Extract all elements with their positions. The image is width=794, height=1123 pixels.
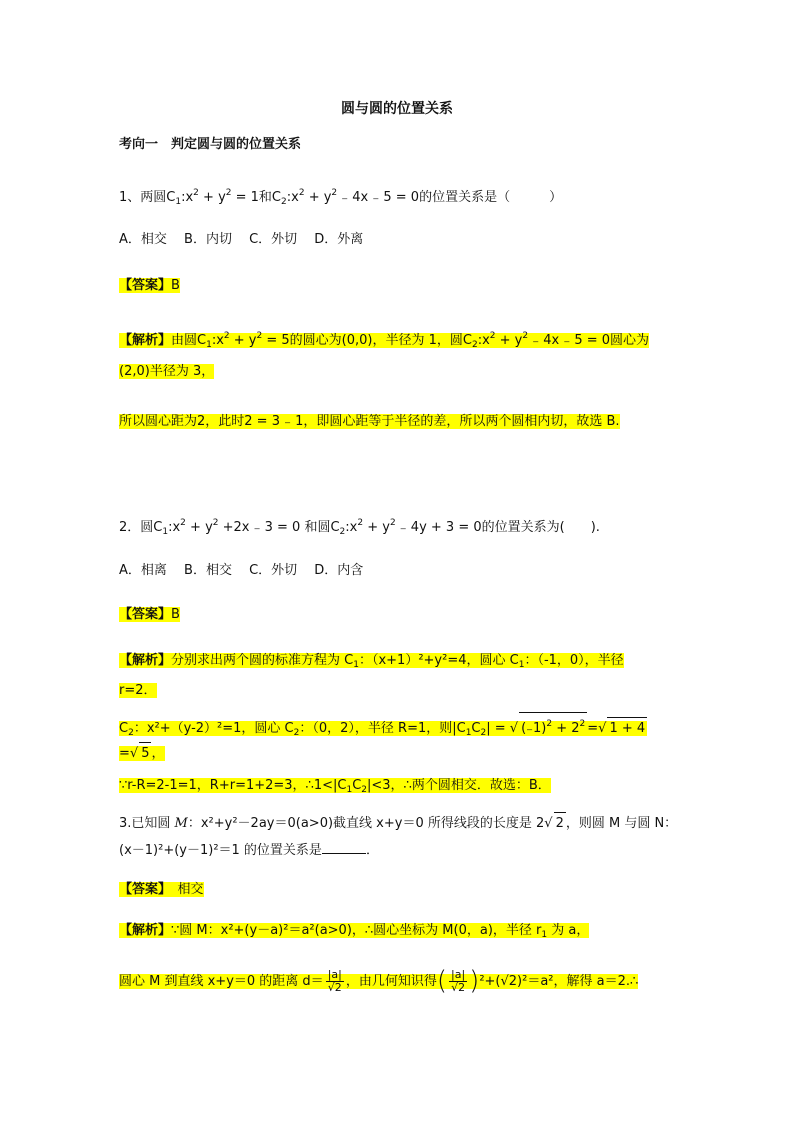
q3-analysis-line-2: [119, 968, 638, 994]
text: 由圆C: [171, 333, 207, 348]
question-1: [119, 182, 562, 213]
q1-answer: [119, 275, 180, 297]
sup: 2: [180, 518, 186, 528]
text: M: [174, 816, 188, 831]
question-2: [119, 512, 600, 543]
text: ：（x+1）²+y²=4，圆心 C: [358, 653, 519, 668]
text: ，: [151, 746, 165, 761]
text: 2: [554, 812, 566, 835]
text: ：（0，2），半径 R=1，则|C: [299, 721, 466, 736]
page-title: 圆与圆的位置关系: [341, 101, 453, 117]
sup: 2: [357, 518, 364, 528]
text: :x: [211, 333, 224, 348]
answer-label: 【答案】: [119, 882, 165, 897]
q1-options: A．相交 B．内切 C．外切 D．外离: [119, 232, 364, 247]
q1-text: + y: [198, 190, 226, 205]
text: 所以圆心距为2，此时2 = 3 ₋ 1，即圆心距等于半径的差，所以两个圆相内切，故选 B.: [119, 414, 620, 429]
sup: 2: [256, 331, 263, 341]
text: 3.已知圆: [119, 816, 175, 831]
answer-label: 【答案】: [119, 607, 172, 622]
text: |<3，∴两个圆相交．故选：B．: [367, 778, 551, 793]
text: ∵r-R=2-1=1，R+r=1+2=3，∴1<|C: [119, 778, 347, 793]
left-paren: (: [436, 966, 448, 996]
text: ∵圆 M：x²+(y－a)²＝a²(a>0)，∴圆心坐标为 M(0，a)，半径 r: [171, 923, 542, 938]
right-paren: ): [469, 966, 480, 996]
q3-answer: [119, 879, 204, 901]
answer-value: B: [171, 607, 180, 622]
sub: 1: [541, 930, 548, 940]
text: + y: [185, 520, 213, 535]
sub: 1: [162, 527, 169, 537]
section-heading: 考向一 判定圆与圆的位置关系: [119, 137, 302, 152]
question-3-line-1: 3.已知圆 M：x²+y²－2ay＝0(a>0)截直线 x+y＝0 所得线段的长度是 2√ 2 ，则圆 M 与圆 N：: [119, 812, 677, 835]
text: ，则圆 M 与圆 N：: [565, 816, 678, 831]
analysis-label: 【解析】: [119, 653, 172, 668]
sub: 2: [281, 197, 287, 207]
text: ：x²+（y-2）²=1，圆心 C: [133, 721, 294, 736]
sub: 2: [480, 728, 487, 738]
q2-options: A．相离 B．相交 C．外切 D．内含: [119, 563, 364, 578]
denominator: √2: [327, 980, 342, 994]
analysis-label: 【解析】: [119, 333, 172, 348]
text: +2x ₋ 3 = 0 和圆C: [218, 520, 340, 535]
sub: 2: [471, 340, 478, 350]
sup: 2: [212, 518, 219, 528]
sub: 2: [361, 785, 367, 795]
analysis-label: 【解析】: [119, 923, 172, 938]
q2-analysis-line-2: [119, 680, 157, 702]
q1-analysis-line-1: [119, 325, 649, 356]
sub: 1: [353, 660, 359, 670]
fraction: [326, 969, 344, 994]
sup: 2: [298, 188, 305, 198]
q3-analysis-line-1: [119, 920, 589, 946]
text: | =: [486, 721, 510, 736]
text: =: [587, 721, 599, 736]
text: 分别求出两个圆的标准方程为 C: [171, 653, 354, 668]
text: :x: [477, 333, 490, 348]
text: (₋1): [521, 721, 547, 736]
text: ：（-1，0），半径: [524, 653, 624, 668]
text: 1 + 4: [607, 717, 647, 740]
text: ：x²+y²－2ay＝0(a>0)截直线 x+y＝0 所得线段的长度是 2: [187, 816, 545, 831]
text: ，由几何知识得: [345, 973, 437, 989]
answer-value: B: [171, 278, 180, 293]
fraction: [449, 969, 467, 994]
q1-text: + y: [304, 190, 332, 205]
text: (2,0)半径为 3，: [119, 364, 215, 379]
text: + y: [229, 333, 257, 348]
sub: 1: [465, 728, 472, 738]
sup: 2: [546, 719, 553, 729]
sub: 2: [293, 728, 300, 738]
q1-text: 1、两圆C: [119, 190, 176, 205]
text: C: [119, 721, 129, 736]
sub: 2: [339, 527, 346, 537]
text: + y: [495, 333, 523, 348]
sup: 2: [579, 719, 586, 729]
text: 为 a，: [547, 923, 590, 938]
q1-text: :x: [181, 190, 194, 205]
answer-value: 相交: [164, 882, 204, 897]
text: C: [352, 778, 362, 793]
sub: 1: [206, 340, 212, 350]
sup: 2: [225, 188, 232, 198]
text: r=2．: [119, 683, 157, 698]
text: ₋ 4x ₋ 5 = 0圆心为: [528, 333, 650, 348]
numerator: |a|: [327, 967, 342, 981]
question-3-line-2: [119, 840, 379, 862]
sub: 1: [175, 197, 182, 207]
q2-analysis-line-3: $C_2$：x²+（y-2）²=1，圆心 $C_2$：（0，2），半径 R=1，则$|C_1C_2|$ = √ $(_-1)^2 + 2^2$ =√ 1 + 4: [119, 712, 647, 744]
text: ²+(√2)²＝a²，解得 a＝2.∴: [479, 973, 639, 989]
text: :x: [168, 520, 181, 535]
sup: 2: [389, 518, 396, 528]
text: 圆心 M 到直线 x+y＝0 的距离 d＝: [119, 973, 324, 989]
q1-analysis-line-3: [119, 411, 620, 433]
text: ．: [365, 843, 379, 858]
sup: 2: [193, 188, 199, 198]
q2-analysis-line-1: [119, 650, 624, 676]
text: ₋ 4y + 3 = 0的位置关系为( ).: [395, 520, 600, 535]
text: C: [471, 721, 481, 736]
answer-label: 【答案】: [119, 278, 172, 293]
text: =: [119, 746, 130, 761]
sub: 1: [518, 660, 525, 670]
q2-analysis-line-5: [119, 775, 551, 801]
q1-text: ₋ 4x ₋ 5 = 0的位置关系是（ ）: [337, 190, 563, 205]
text: + 2: [552, 721, 580, 736]
q2-analysis-line-4: =√ 5 ，: [119, 742, 165, 765]
denominator: √2: [451, 980, 466, 994]
text: = 5的圆心为(0,0)，半径为 1，圆C: [262, 333, 472, 348]
sub: 2: [128, 728, 134, 738]
sup: 2: [522, 331, 529, 341]
text: 5: [139, 742, 151, 765]
answer-blank: [322, 841, 366, 854]
text: (x－1)²+(y－1)²＝1 的位置关系是: [119, 843, 322, 858]
text: :x: [345, 520, 358, 535]
sup: 2: [489, 331, 496, 341]
text: + y: [363, 520, 390, 535]
q1-text: = 1和C: [231, 190, 282, 205]
q1-text: :x: [286, 190, 299, 205]
q1-analysis-line-2: [119, 361, 214, 383]
sup: 2: [331, 188, 338, 198]
numerator: |a|: [451, 967, 466, 981]
sub: 1: [346, 785, 353, 795]
q2-answer: [119, 604, 180, 626]
sup: 2: [223, 331, 230, 341]
text: 2．圆C: [119, 520, 163, 535]
